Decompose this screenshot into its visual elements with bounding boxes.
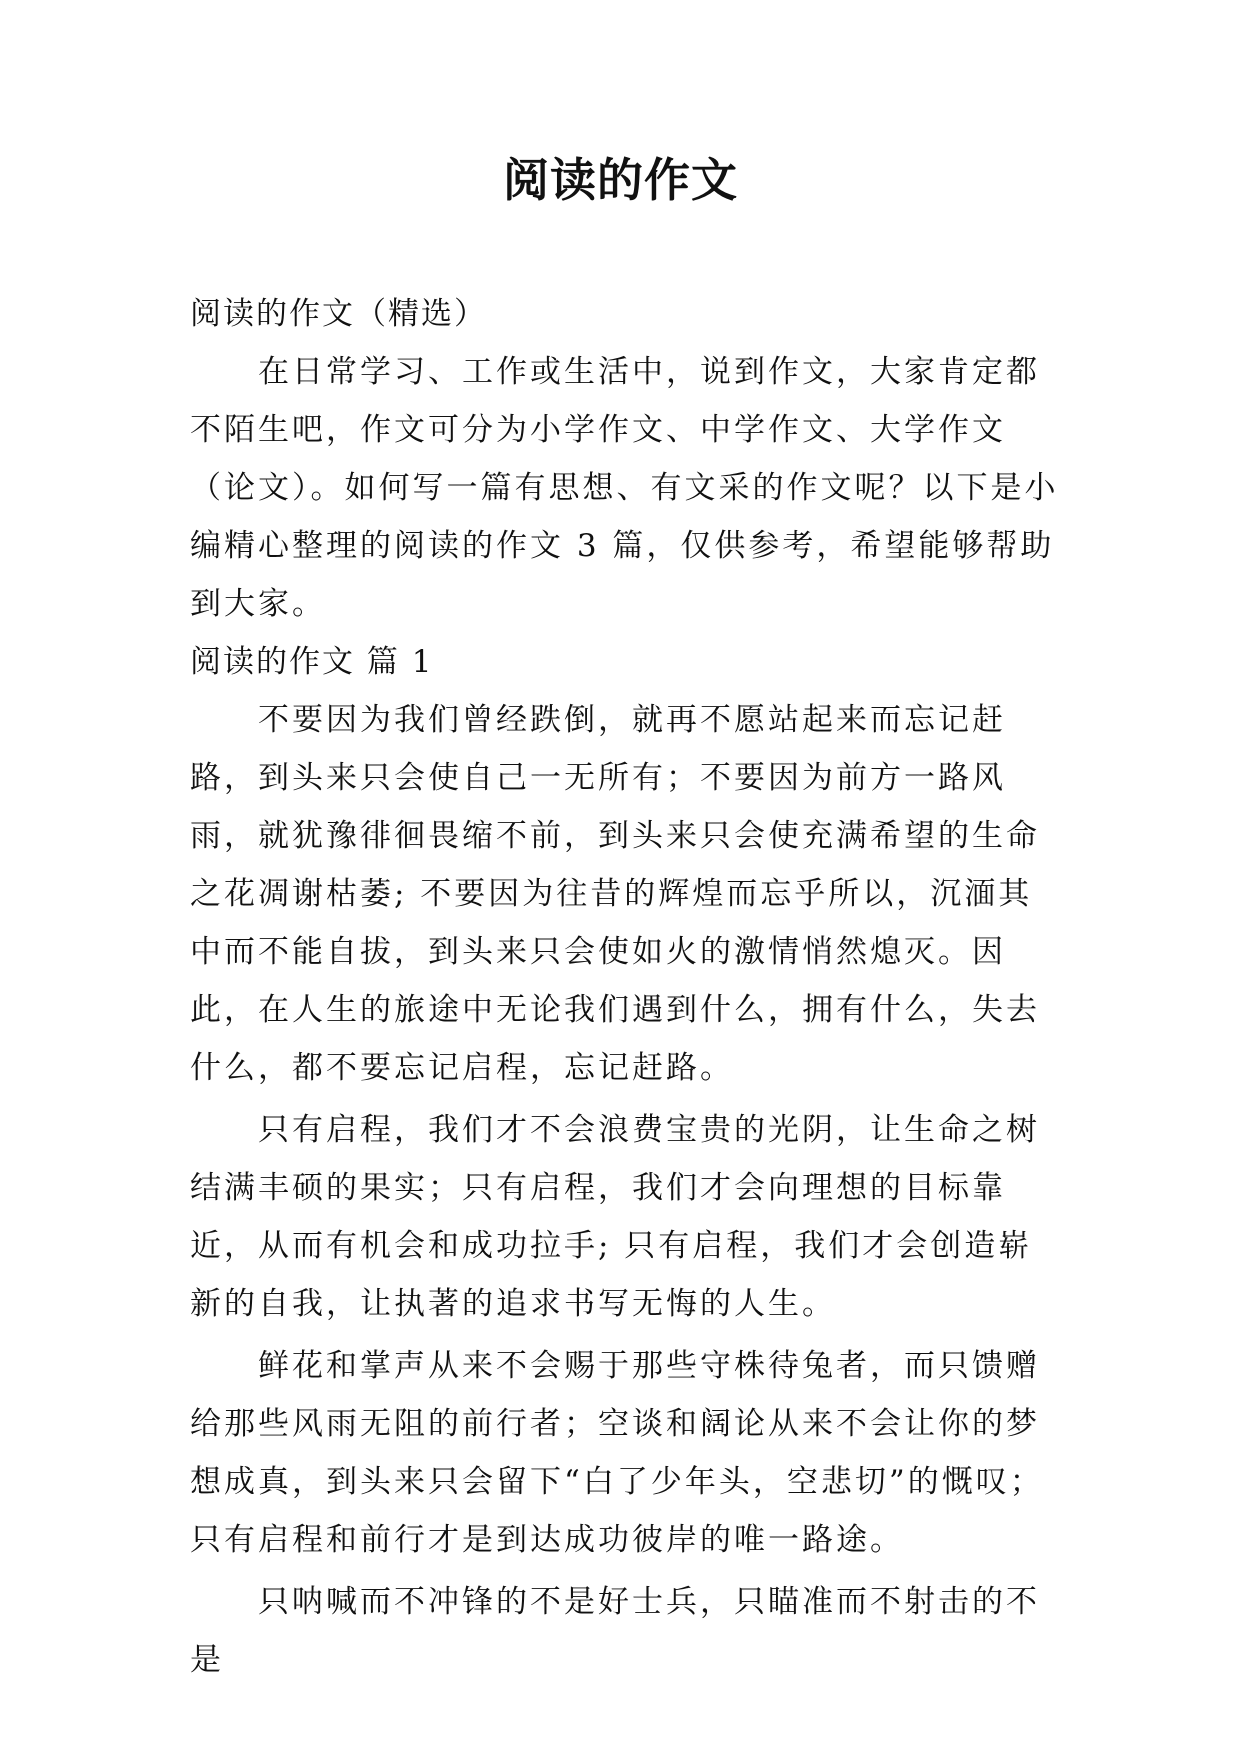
body-paragraph: 鲜花和掌声从来不会赐于那些守株待兔者，而只馈赠给那些风雨无阻的前行者；空谈和阔论从来不会让你的梦想成真，到头来只会留下“白了少年头，空悲切”的慨叹；只有启程和前行才是到达成功彼岸的唯一路途。	[190, 1348, 1044, 1558]
document-subtitle: 阅读的作文（精选）	[190, 296, 487, 332]
body-paragraph: 只呐喊而不冲锋的不是好士兵，只瞄准而不射击的不是	[190, 1584, 1040, 1678]
section-heading: 阅读的作文 篇 1	[190, 644, 434, 680]
document-title: 阅读的作文	[503, 153, 738, 207]
intro-paragraph: 在日常学习、工作或生活中，说到作文，大家肯定都不陌生吧，作文可分为小学作文、中学作文、大学作文（论文）。如何写一篇有思想、有文采的作文呢？以下是小编精心整理的阅读的作文 3 篇，仅供参考，希望能够帮助到大家。	[190, 354, 1059, 622]
body-paragraph: 只有启程，我们才不会浪费宝贵的光阴，让生命之树结满丰硕的果实；只有启程，我们才会向理想的目标靠近，从而有机会和成功拉手; 只有启程，我们才会创造崭新的自我，让执著的追求书写无悔的人生。	[190, 1112, 1040, 1322]
document-body	[190, 285, 1060, 1689]
body-paragraph: 不要因为我们曾经跌倒，就再不愿站起来而忘记赶路，到头来只会使自己一无所有；不要因为前方一路风雨，就犹豫徘徊畏缩不前，到头来只会使充满希望的生命之花凋谢枯萎; 不要因为往昔的辉煌而忘乎所以，沉湎其中而不能自拔，到头来只会使如火的激情悄然熄灭。因此，在人生的旅途中无论我们遇到什么，拥有什么，失去什么，都不要忘记启程，忘记赶路。	[190, 702, 1040, 1086]
